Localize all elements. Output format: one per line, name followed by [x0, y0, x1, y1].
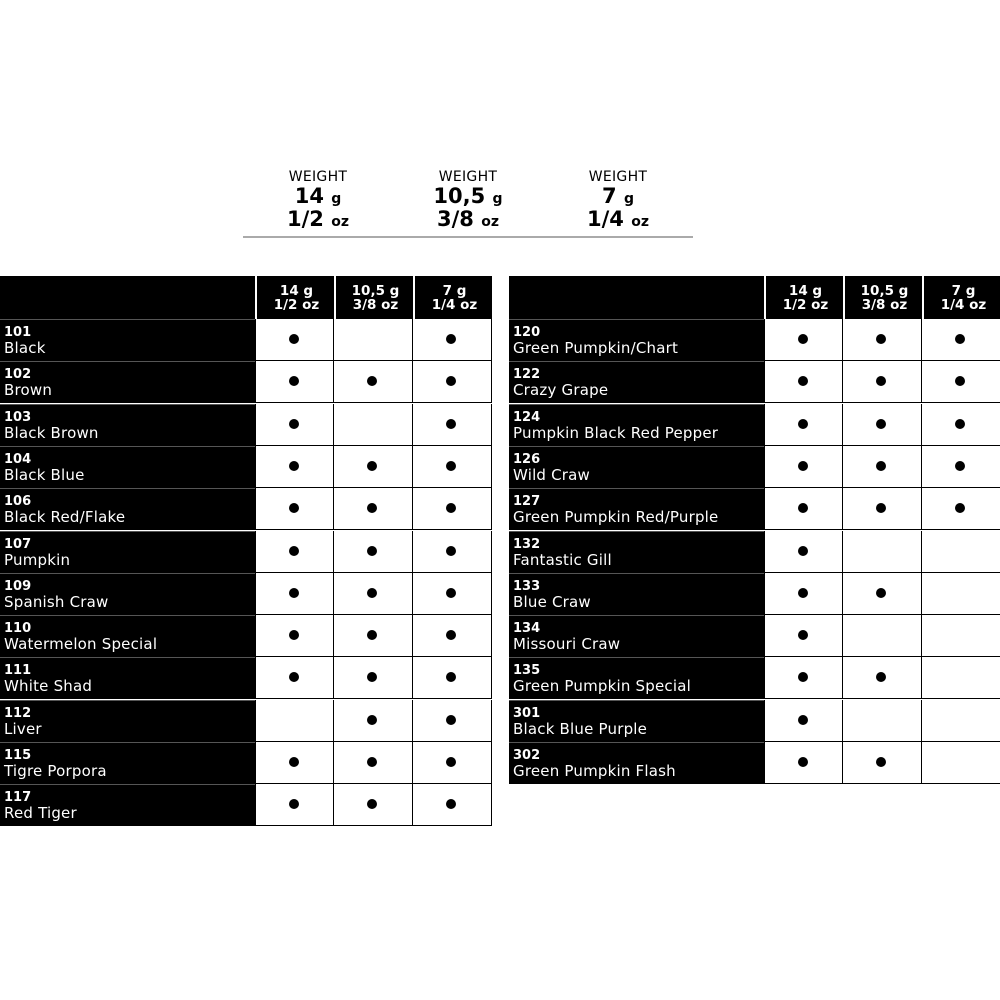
availability-dot-icon [446, 757, 456, 767]
availability-cell [764, 404, 843, 446]
availability-cell [922, 742, 1000, 784]
color-name-cell [509, 573, 764, 615]
color-code: 122 [513, 367, 541, 383]
weight-header [243, 168, 693, 238]
color-code: 110 [4, 621, 32, 637]
table-row [0, 784, 492, 826]
availability-cell [922, 319, 1000, 361]
table-row [0, 573, 492, 615]
color-code: 115 [4, 748, 32, 763]
availability-cell [764, 573, 843, 615]
availability-dot-icon [955, 503, 965, 513]
table-header [0, 276, 492, 319]
availability-cell [334, 784, 413, 826]
availability-cell [255, 784, 334, 826]
availability-cell [922, 573, 1000, 615]
weight-column-14g [243, 168, 393, 232]
column-header [843, 276, 924, 319]
weight-label: WEIGHT [288, 169, 348, 185]
availability-dot-icon [798, 461, 808, 471]
color-name-cell [0, 784, 255, 826]
column-header-ounces: 3/8 oz [352, 296, 399, 313]
column-header-grams: 14 g [788, 282, 823, 299]
column-header-ounces: 1/2 oz [782, 296, 829, 313]
color-name: Black Blue [4, 465, 85, 484]
availability-dot-icon [289, 757, 299, 767]
color-code: 112 [4, 705, 32, 721]
table-row [0, 657, 492, 699]
availability-dot-icon [955, 334, 965, 344]
availability-cell [843, 615, 922, 657]
color-name: Wild Craw [513, 465, 591, 484]
availability-cell [334, 361, 413, 403]
availability-cell [334, 742, 413, 784]
table-row [509, 531, 1000, 573]
color-name-cell [509, 657, 764, 699]
weight-label: WEIGHT [438, 169, 498, 185]
table-row [0, 742, 492, 784]
availability-cell [413, 657, 492, 699]
color-name: Red Tiger [4, 804, 77, 823]
color-code: 133 [513, 578, 541, 594]
table-row [0, 531, 492, 573]
availability-cell [334, 700, 413, 742]
availability-cell [922, 657, 1000, 699]
availability-cell [334, 657, 413, 699]
color-name-cell [509, 531, 764, 573]
availability-dot-icon [367, 672, 377, 682]
column-header-grams: 10,5 g [351, 282, 400, 299]
availability-dot-icon [798, 757, 808, 767]
color-code: 101 [4, 325, 32, 340]
table-row [509, 446, 1000, 488]
table-row [509, 742, 1000, 784]
availability-cell [413, 784, 492, 826]
color-name-cell [0, 531, 255, 573]
column-header [764, 276, 845, 319]
color-name: Black Blue Purple [513, 719, 648, 738]
column-header-ounces: 3/8 oz [861, 296, 908, 313]
color-name: Green Pumpkin Red/Purple [513, 508, 719, 527]
color-name-cell [509, 700, 764, 742]
availability-dot-icon [798, 419, 808, 429]
availability-cell [764, 488, 843, 530]
availability-cell [843, 319, 922, 361]
color-name: Tigre Porpora [4, 762, 107, 780]
availability-dot-icon [876, 757, 886, 767]
availability-cell [255, 657, 334, 699]
availability-cell [413, 615, 492, 657]
color-name-cell [0, 657, 255, 699]
availability-cell [843, 488, 922, 530]
availability-cell [843, 361, 922, 403]
column-header-ounces: 1/2 oz [273, 296, 320, 313]
availability-cell [922, 361, 1000, 403]
color-code: 111 [4, 663, 32, 679]
availability-cell [255, 319, 334, 361]
color-name-cell [509, 319, 764, 361]
availability-dot-icon [798, 630, 808, 640]
availability-cell [334, 319, 413, 361]
column-header [922, 276, 1000, 319]
availability-dot-icon [798, 376, 808, 386]
availability-dot-icon [798, 588, 808, 598]
color-name-cell [509, 615, 764, 657]
availability-cell [764, 319, 843, 361]
table-row [0, 488, 492, 530]
availability-cell [843, 446, 922, 488]
availability-dot-icon [876, 419, 886, 429]
availability-dot-icon [289, 546, 299, 556]
availability-dot-icon [289, 799, 299, 809]
availability-dot-icon [367, 588, 377, 598]
color-name: Blue Craw [513, 592, 591, 611]
weight-ounces: 1/2 oz [287, 207, 349, 231]
color-code: 132 [513, 536, 541, 552]
column-header-grams: 14 g [279, 282, 314, 299]
color-name: Fantastic Gill [513, 550, 612, 569]
availability-dot-icon [289, 419, 299, 429]
color-name: Crazy Grape [513, 381, 609, 400]
availability-dot-icon [446, 799, 456, 809]
availability-dot-icon [955, 419, 965, 429]
color-name-cell [0, 573, 255, 615]
color-name: Liver [4, 719, 42, 738]
table-row [509, 700, 1000, 742]
availability-cell [922, 404, 1000, 446]
color-name: Pumpkin Black Red Pepper [513, 423, 719, 442]
availability-cell [255, 446, 334, 488]
color-name: Green Pumpkin Flash [513, 762, 676, 780]
availability-cell [764, 446, 843, 488]
color-name-cell [0, 446, 255, 488]
availability-cell [413, 573, 492, 615]
availability-dot-icon [289, 461, 299, 471]
table-row [0, 404, 492, 446]
color-name-cell [0, 700, 255, 742]
color-name: Green Pumpkin/Chart [513, 339, 679, 357]
availability-dot-icon [446, 334, 456, 344]
color-code: 135 [513, 663, 541, 679]
availability-dot-icon [446, 588, 456, 598]
availability-cell [843, 700, 922, 742]
color-code: 102 [4, 367, 32, 383]
weight-grams: 7 g [602, 184, 634, 208]
availability-dot-icon [798, 546, 808, 556]
availability-dot-icon [876, 503, 886, 513]
availability-dot-icon [876, 376, 886, 386]
weight-column-10-5g [393, 168, 543, 232]
color-name-cell [509, 361, 764, 403]
availability-dot-icon [367, 503, 377, 513]
color-code: 301 [513, 705, 541, 721]
color-name: Black Red/Flake [4, 508, 126, 527]
availability-dot-icon [367, 461, 377, 471]
availability-dot-icon [367, 630, 377, 640]
availability-dot-icon [798, 334, 808, 344]
availability-cell [922, 615, 1000, 657]
weight-grams: 10,5 g [433, 184, 503, 208]
table-row [509, 488, 1000, 530]
color-name: Watermelon Special [4, 635, 158, 654]
availability-cell [334, 615, 413, 657]
color-name: Pumpkin [4, 550, 71, 569]
availability-cell [255, 404, 334, 446]
color-name-cell [0, 742, 255, 784]
availability-cell [413, 488, 492, 530]
availability-dot-icon [289, 334, 299, 344]
availability-dot-icon [367, 757, 377, 767]
availability-cell [255, 573, 334, 615]
weight-column-7g [543, 168, 693, 232]
table-row [509, 361, 1000, 403]
availability-cell [413, 742, 492, 784]
table-row [0, 446, 492, 488]
column-header-ounces: 1/4 oz [431, 296, 478, 313]
color-code: 109 [4, 578, 32, 594]
availability-dot-icon [798, 672, 808, 682]
color-name-cell [0, 488, 255, 530]
color-code: 124 [513, 409, 541, 425]
color-name-cell [509, 404, 764, 446]
weight-label: WEIGHT [588, 169, 648, 185]
availability-cell [843, 404, 922, 446]
table-row [0, 319, 492, 361]
availability-cell [764, 742, 843, 784]
color-name-cell [0, 404, 255, 446]
availability-dot-icon [798, 503, 808, 513]
availability-dot-icon [367, 376, 377, 386]
availability-cell [764, 615, 843, 657]
availability-dot-icon [289, 672, 299, 682]
availability-cell [922, 446, 1000, 488]
availability-dot-icon [876, 672, 886, 682]
color-name: White Shad [4, 677, 93, 696]
column-header [255, 276, 336, 319]
color-code: 107 [4, 536, 32, 552]
color-name-cell [509, 446, 764, 488]
color-code: 120 [513, 325, 541, 340]
table-row [509, 573, 1000, 615]
availability-dot-icon [446, 546, 456, 556]
availability-cell [843, 742, 922, 784]
column-header-grams: 7 g [951, 282, 976, 299]
table-row [509, 657, 1000, 699]
color-name-cell [0, 319, 255, 361]
table-row [0, 361, 492, 403]
availability-dot-icon [446, 419, 456, 429]
availability-dot-icon [446, 715, 456, 725]
availability-cell [334, 488, 413, 530]
color-name: Spanish Craw [4, 592, 109, 611]
color-code: 302 [513, 748, 541, 763]
availability-cell [334, 573, 413, 615]
availability-dot-icon [367, 546, 377, 556]
availability-cell [843, 657, 922, 699]
availability-cell [922, 488, 1000, 530]
availability-dot-icon [876, 334, 886, 344]
availability-dot-icon [955, 376, 965, 386]
availability-cell [334, 531, 413, 573]
availability-dot-icon [367, 715, 377, 725]
color-name-cell [509, 488, 764, 530]
availability-cell [413, 531, 492, 573]
availability-dot-icon [876, 588, 886, 598]
availability-dot-icon [876, 461, 886, 471]
color-name: Missouri Craw [513, 635, 621, 654]
color-name-cell [509, 742, 764, 784]
column-header-grams: 7 g [442, 282, 467, 299]
color-name: Green Pumpkin Special [513, 677, 691, 696]
availability-dot-icon [446, 376, 456, 386]
availability-dot-icon [289, 503, 299, 513]
color-code: 117 [4, 790, 32, 806]
availability-dot-icon [289, 630, 299, 640]
availability-cell [255, 700, 334, 742]
column-header-grams: 10,5 g [860, 282, 909, 299]
table-row [0, 615, 492, 657]
availability-dot-icon [446, 672, 456, 682]
availability-dot-icon [446, 461, 456, 471]
color-code: 134 [513, 621, 541, 637]
table-row [509, 404, 1000, 446]
table-row [509, 319, 1000, 361]
table-row [509, 615, 1000, 657]
weight-ounces: 1/4 oz [587, 207, 649, 231]
availability-cell [255, 615, 334, 657]
color-name-cell [0, 615, 255, 657]
weight-grams: 14 g [294, 184, 342, 208]
availability-cell [413, 319, 492, 361]
availability-dot-icon [798, 715, 808, 725]
column-header [413, 276, 494, 319]
color-code: 106 [4, 494, 32, 510]
availability-cell [334, 404, 413, 446]
availability-cell [334, 446, 413, 488]
availability-cell [764, 657, 843, 699]
availability-cell [922, 531, 1000, 573]
availability-dot-icon [955, 461, 965, 471]
color-code: 104 [4, 451, 32, 467]
availability-cell [255, 488, 334, 530]
availability-cell [413, 361, 492, 403]
color-name: Black Brown [4, 423, 99, 442]
color-name: Brown [4, 381, 53, 400]
availability-cell [843, 531, 922, 573]
color-name: Black [4, 339, 46, 357]
availability-cell [255, 531, 334, 573]
availability-dot-icon [289, 588, 299, 598]
availability-dot-icon [446, 503, 456, 513]
availability-cell [413, 404, 492, 446]
availability-cell [413, 446, 492, 488]
availability-cell [413, 700, 492, 742]
column-header [334, 276, 415, 319]
availability-cell [764, 531, 843, 573]
availability-cell [922, 700, 1000, 742]
color-code: 103 [4, 409, 32, 425]
column-header-ounces: 1/4 oz [940, 296, 987, 313]
availability-cell [764, 361, 843, 403]
weight-ounces: 3/8 oz [437, 207, 499, 231]
availability-cell [255, 361, 334, 403]
table-row [0, 700, 492, 742]
color-name-cell [0, 361, 255, 403]
table-header [509, 276, 1000, 319]
availability-cell [843, 573, 922, 615]
availability-dot-icon [446, 630, 456, 640]
color-code: 127 [513, 494, 541, 510]
color-code: 126 [513, 451, 541, 467]
availability-cell [255, 742, 334, 784]
availability-cell [764, 700, 843, 742]
availability-dot-icon [367, 799, 377, 809]
availability-dot-icon [289, 376, 299, 386]
